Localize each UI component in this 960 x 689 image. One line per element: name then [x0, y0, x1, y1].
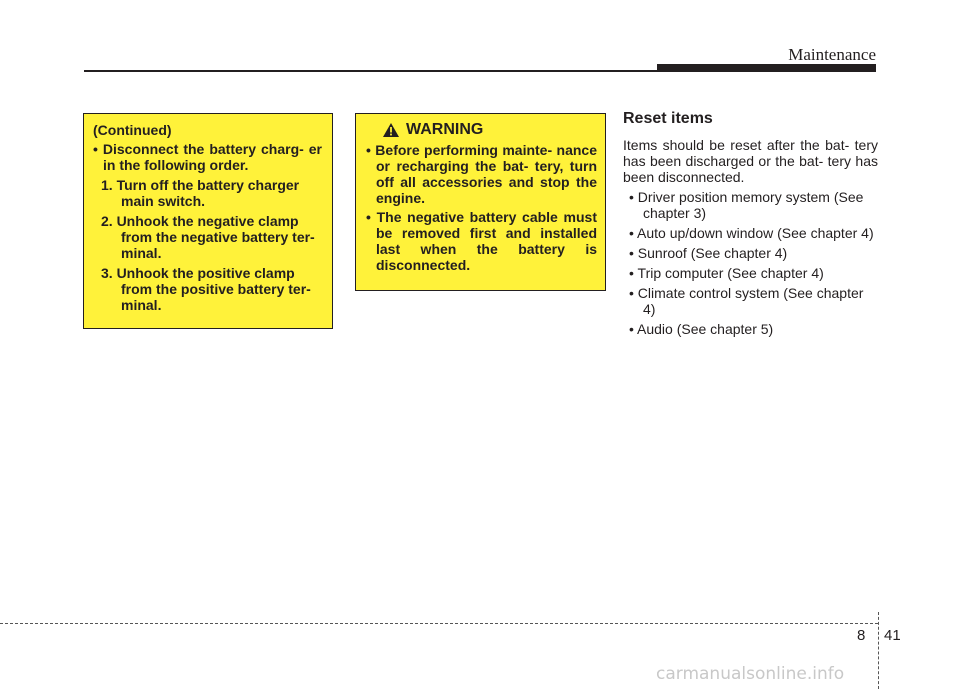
- reset-items-section: [623, 110, 878, 337]
- continued-bullet: • Disconnect the battery charg- er in the following order.: [93, 141, 322, 173]
- list-item: • Auto up/down window (See chapter 4): [629, 225, 874, 241]
- warning-item: • The negative battery cable must be removed first and installed last when the battery is disconnected.: [366, 209, 597, 273]
- footer-vertical-divider: [878, 612, 879, 689]
- continued-step: 3. Unhook the positive clamp from the positive battery ter- minal.: [101, 265, 311, 313]
- watermark: carmanualsonline.info: [656, 664, 845, 684]
- reset-list: [623, 189, 878, 337]
- header-rule: [84, 70, 664, 72]
- list-item: • Trip computer (See chapter 4): [629, 265, 824, 281]
- list-item: • Sunroof (See chapter 4): [629, 245, 788, 261]
- list-item: • Audio (See chapter 5): [629, 321, 774, 337]
- continued-step: 2. Unhook the negative clamp from the negative battery ter- minal.: [101, 213, 315, 261]
- warning-item: • Before performing mainte- nance or recharging the bat- tery, turn off all accessories and stop the engine.: [366, 142, 597, 206]
- warning-header: [366, 122, 597, 138]
- continued-heading: (Continued): [93, 122, 172, 138]
- warning-triangle-icon: [382, 122, 400, 138]
- continued-step: 1. Turn off the battery charger main switch.: [101, 177, 300, 209]
- list-item: • Driver position memory system (See chapter 3): [629, 189, 864, 221]
- continued-caution-box: [83, 113, 333, 329]
- section-title: Reset items: [623, 110, 713, 127]
- footer-divider: [0, 623, 878, 624]
- page-number: 41: [884, 627, 901, 644]
- reset-intro: Items should be reset after the bat- tery has been discharged or the bat- tery has been disconnected.: [623, 137, 878, 185]
- chapter-number: 8: [857, 627, 866, 644]
- header-rule-bar: [657, 64, 876, 72]
- list-item: • Climate control system (See chapter 4): [629, 285, 864, 317]
- page-header-title: Maintenance: [788, 45, 876, 64]
- warning-box: [355, 113, 606, 291]
- warning-title: WARNING: [406, 121, 484, 138]
